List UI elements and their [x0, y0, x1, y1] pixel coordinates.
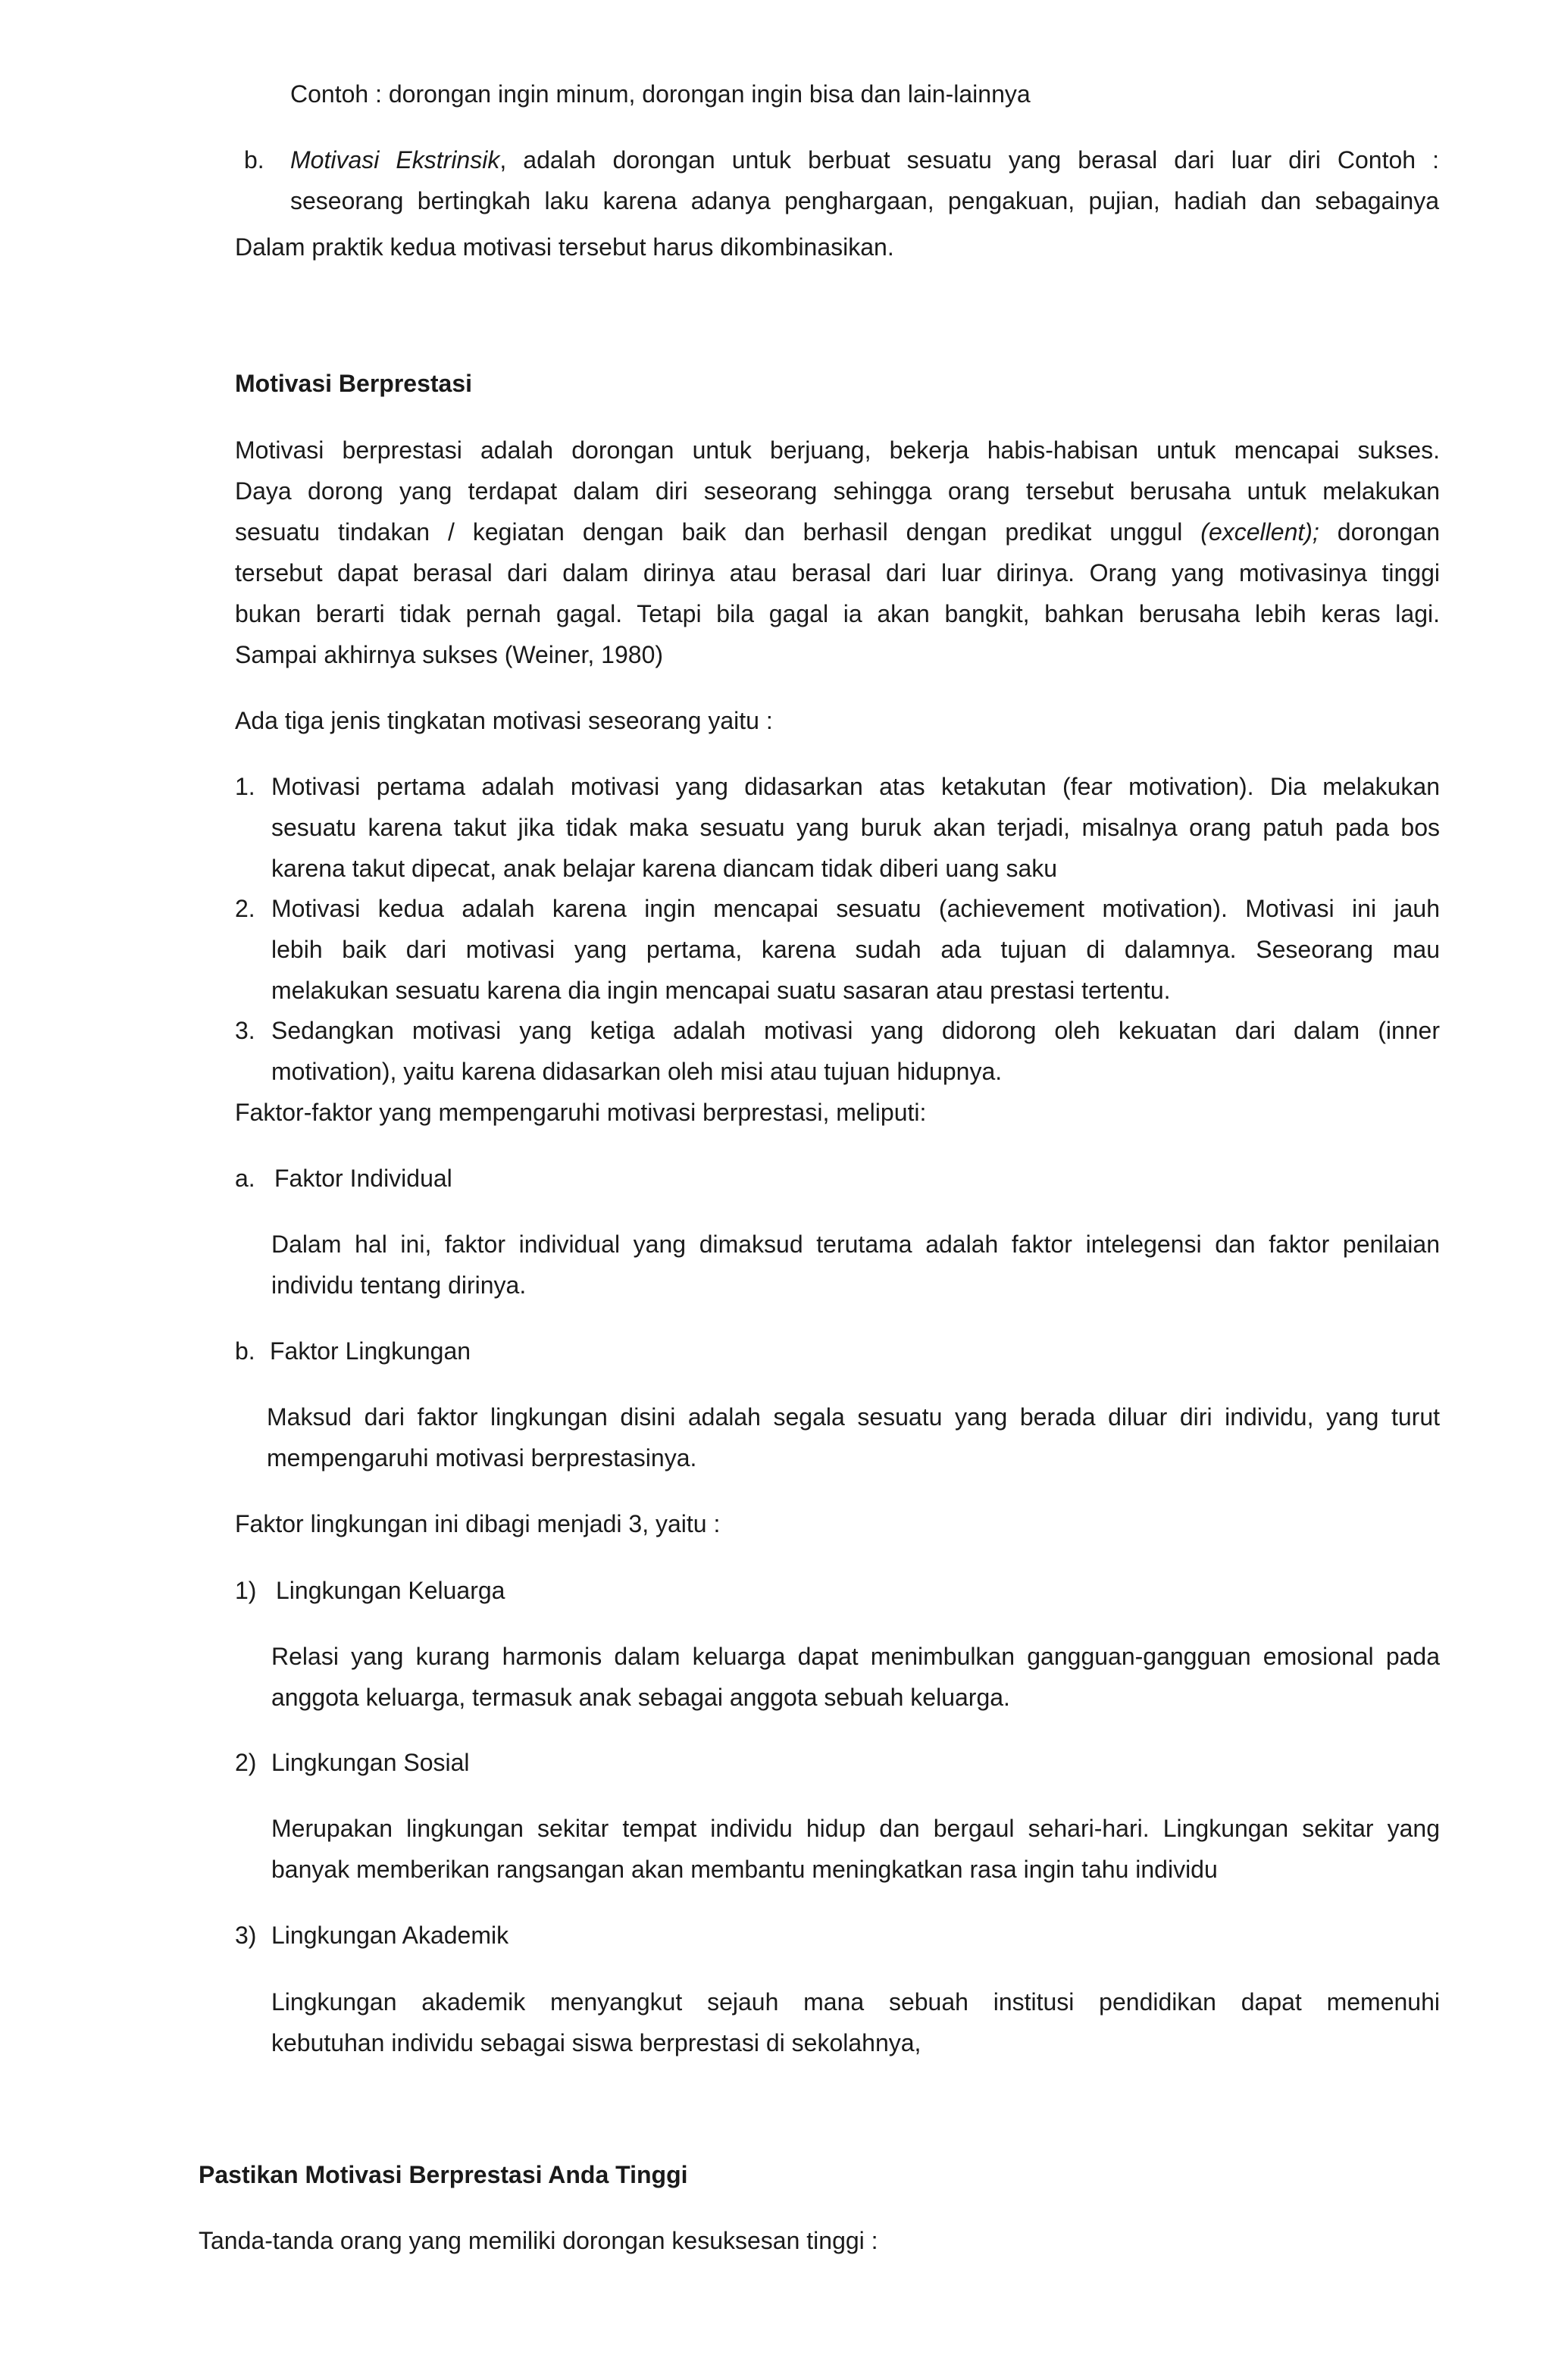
list-item-line: Sedangkan motivasi yang ketiga adalah motivasi yang didorong oleh kekuatan dari dalam (inner	[271, 1017, 1440, 1044]
list-item-line: Motivasi kedua adalah karena ingin mencapai sesuatu (achievement motivation). Motivasi ini jauh	[271, 895, 1440, 922]
factor-b-marker: b.	[235, 1337, 255, 1365]
paragraph-line: Sampai akhirnya sukses (Weiner, 1980)	[235, 641, 664, 668]
env-title: Lingkungan Akademik	[271, 1922, 509, 1949]
section-heading-motivasi-berprestasi: Motivasi Berprestasi	[235, 370, 473, 397]
item-b-marker: b.	[244, 146, 264, 174]
list-item-line: sesuatu karena takut jika tidak maka sesuatu yang buruk akan terjadi, misalnya orang patuh pada bos	[271, 814, 1440, 841]
item-b-rest: , adalah dorongan untuk berbuat sesuatu yang berasal dari luar diri Contoh :	[499, 146, 1439, 174]
list-item-line: lebih baik dari motivasi yang pertama, karena sudah ada tujuan di dalamnya. Seseorang mau	[271, 936, 1440, 963]
env-line: Merupakan lingkungan sekitar tempat individu hidup dan bergaul sehari-hari. Lingkungan sekitar yang	[271, 1815, 1440, 1842]
env-line: anggota keluarga, termasuk anak sebagai anggota sebuah keluarga.	[271, 1684, 1010, 1711]
factor-b-title: Faktor Lingkungan	[270, 1337, 471, 1365]
paragraph-line: Motivasi berprestasi adalah dorongan untuk berjuang, bekerja habis-habisan untuk mencapai sukses.	[235, 436, 1440, 464]
env-title: Lingkungan Keluarga	[276, 1577, 505, 1604]
env-line: Relasi yang kurang harmonis dalam keluarga dapat menimbulkan gangguan-gangguan emosional pada	[271, 1643, 1440, 1670]
factor-a-line: Dalam hal ini, faktor individual yang dimaksud terutama adalah faktor intelegensi dan faktor penilaian	[271, 1231, 1440, 1258]
paragraph-line: Daya dorong yang terdapat dalam diri seseorang sehingga orang tersebut berusaha untuk melakukan	[235, 477, 1440, 505]
factor-a-title: Faktor Individual	[274, 1165, 452, 1192]
paragraph-line: bukan berarti tidak pernah gagal. Tetapi bila gagal ia akan bangkit, bahkan berusaha lebih keras lagi.	[235, 600, 1440, 627]
factor-b-line: mempengaruhi motivasi berprestasinya.	[267, 1444, 697, 1471]
env-marker: 2)	[235, 1749, 257, 1776]
item-b-term: Motivasi Ekstrinsik	[290, 146, 500, 174]
list-marker: 2.	[235, 895, 255, 922]
env-marker: 1)	[235, 1577, 257, 1604]
item-b-line-2: seseorang bertingkah laku karena adanya penghargaan, pengakuan, pujian, hadiah dan sebagainya	[290, 187, 1439, 214]
paragraph-text: dorongan	[1319, 518, 1441, 546]
factors-intro: Faktor-faktor yang mempengaruhi motivasi berprestasi, meliputi:	[235, 1099, 927, 1126]
env-intro: Faktor lingkungan ini dibagi menjadi 3, yaitu :	[235, 1510, 721, 1537]
section-heading-pastikan: Pastikan Motivasi Berprestasi Anda Tinggi	[199, 2161, 688, 2188]
factor-b-line: Maksud dari faktor lingkungan disini adalah segala sesuatu yang berada diluar diri individu, yang turut	[267, 1403, 1440, 1431]
env-line: kebutuhan individu sebagai siswa berprestasi di sekolahnya,	[271, 2029, 922, 2056]
list-marker: 1.	[235, 773, 255, 800]
env-marker: 3)	[235, 1922, 257, 1949]
list-marker: 3.	[235, 1017, 255, 1044]
closing-line: Dalam praktik kedua motivasi tersebut harus dikombinasikan.	[235, 233, 894, 261]
example-line: Contoh : dorongan ingin minum, dorongan ingin bisa dan lain-lainnya	[290, 80, 1031, 108]
paragraph-italic-term: (excellent);	[1200, 518, 1319, 546]
env-line: banyak memberikan rangsangan akan membantu meningkatkan rasa ingin tahu individu	[271, 1856, 1218, 1883]
paragraph-text: sesuatu tindakan / kegiatan dengan baik dan berhasil dengan predikat unggul	[235, 518, 1201, 546]
item-b-line-1	[290, 145, 1439, 175]
paragraph-line	[235, 517, 1440, 547]
section2-intro: Tanda-tanda orang yang memiliki dorongan kesuksesan tinggi :	[199, 2227, 878, 2254]
list-item-line: melakukan sesuatu karena dia ingin mencapai suatu sasaran atau prestasi tertentu.	[271, 977, 1171, 1004]
list-item-line: motivation), yaitu karena didasarkan oleh misi atau tujuan hidupnya.	[271, 1058, 1003, 1085]
list-item-line: karena takut dipecat, anak belajar karena diancam tidak diberi uang saku	[271, 855, 1058, 882]
levels-intro: Ada tiga jenis tingkatan motivasi seseorang yaitu :	[235, 707, 773, 734]
factor-a-line: individu tentang dirinya.	[271, 1271, 527, 1299]
env-title: Lingkungan Sosial	[271, 1749, 470, 1776]
paragraph-line: tersebut dapat berasal dari dalam dirinya atau berasal dari luar dirinya. Orang yang motivasinya tinggi	[235, 559, 1440, 586]
factor-a-marker: a.	[235, 1165, 255, 1192]
list-item-line: Motivasi pertama adalah motivasi yang didasarkan atas ketakutan (fear motivation). Dia melakukan	[271, 773, 1440, 800]
env-line: Lingkungan akademik menyangkut sejauh mana sebuah institusi pendidikan dapat memenuhi	[271, 1988, 1440, 2016]
